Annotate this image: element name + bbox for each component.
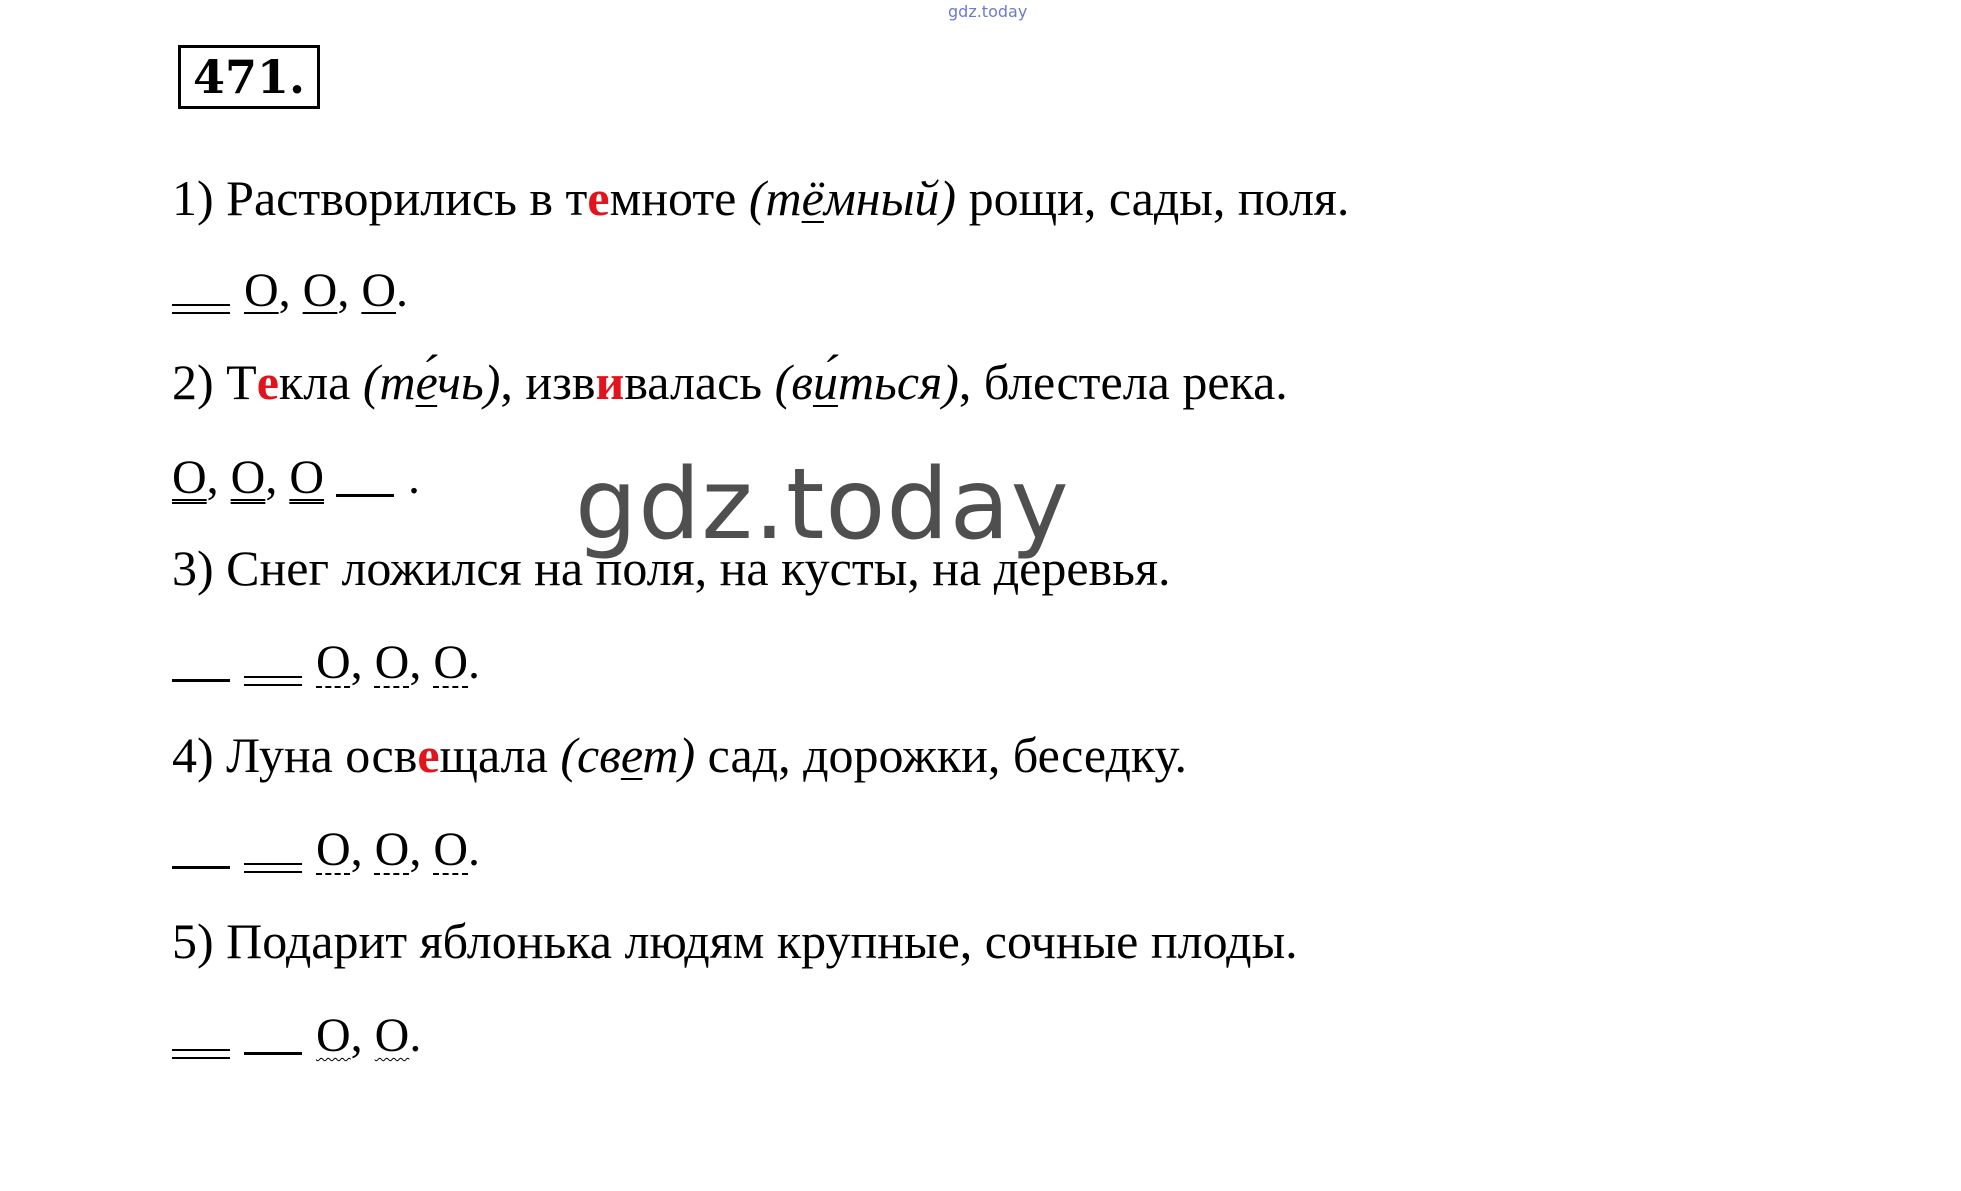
sentence-text: сад, дорожки, беседку.	[695, 727, 1187, 783]
sentence-1	[172, 168, 1349, 228]
sentence-text: валась	[624, 354, 775, 410]
subject-mark	[172, 866, 230, 869]
object-mark: О	[316, 823, 351, 876]
sentence-number: 5)	[172, 913, 227, 969]
subject-mark: О	[244, 264, 279, 317]
exercise-number: 471.	[178, 45, 320, 109]
check-word: (те́чь)	[362, 354, 501, 410]
highlighted-vowel: и	[595, 354, 625, 410]
sentence-text: мноте	[609, 170, 749, 226]
sentence-number: 4)	[172, 727, 227, 783]
scheme-4: О, О, О.	[172, 822, 480, 882]
sentence-number: 2)	[172, 354, 227, 410]
attribute-mark: О	[316, 1009, 351, 1062]
scheme-3: О, О, О.	[172, 635, 480, 695]
watermark-big: gdz.today	[575, 448, 1070, 562]
sentence-number: 3)	[172, 540, 227, 596]
sentence-text: кла	[278, 354, 363, 410]
sentence-text: щала	[439, 727, 561, 783]
sentence-text: Снег ложился на поля, на кусты, на деревья.	[226, 540, 1171, 596]
subject-mark: О	[302, 264, 338, 317]
watermark-small: gdz.today	[948, 2, 1028, 21]
circumstance-mark: О	[374, 636, 410, 689]
predicate-mark	[172, 304, 230, 314]
sentence-3	[172, 538, 1170, 598]
predicate-mark: О	[289, 451, 325, 504]
check-word: (ви́ться)	[774, 354, 959, 410]
highlighted-vowel: е	[417, 727, 440, 783]
scheme-5: О, О.	[172, 1008, 421, 1068]
circumstance-mark: О	[433, 636, 469, 689]
sentence-2	[172, 352, 1288, 412]
sentence-text: , блестела река.	[958, 354, 1288, 410]
sentence-text: , изв	[500, 354, 596, 410]
sentence-text: Т	[226, 354, 257, 410]
predicate-mark	[244, 863, 302, 873]
sentence-4	[172, 725, 1187, 785]
check-word: (свет)	[560, 727, 696, 783]
sentence-5	[172, 911, 1298, 971]
attribute-mark: О	[374, 1009, 410, 1062]
scheme-2: О, О, О .	[172, 451, 421, 504]
subject-mark	[336, 494, 394, 497]
sentence-text: Луна осв	[226, 727, 418, 783]
subject-mark	[172, 679, 230, 682]
subject-mark	[244, 1052, 302, 1055]
object-mark: О	[374, 823, 410, 876]
object-mark: О	[433, 823, 469, 876]
highlighted-vowel: е	[256, 354, 279, 410]
predicate-mark	[244, 676, 302, 686]
sentence-text: рощи, сады, поля.	[956, 170, 1350, 226]
highlighted-vowel: е	[587, 170, 610, 226]
predicate-mark: О	[172, 451, 207, 504]
sentence-text: Растворились в т	[226, 170, 588, 226]
sentence-text: Подарит яблонька людям крупные, сочные плоды.	[226, 913, 1298, 969]
scheme-1: О, О, О.	[172, 263, 408, 323]
sentence-number: 1)	[172, 170, 227, 226]
circumstance-mark: О	[316, 636, 351, 689]
predicate-mark: О	[230, 451, 266, 504]
predicate-mark	[172, 1049, 230, 1059]
subject-mark: О	[361, 264, 397, 317]
check-word: (тёмный)	[748, 170, 957, 226]
